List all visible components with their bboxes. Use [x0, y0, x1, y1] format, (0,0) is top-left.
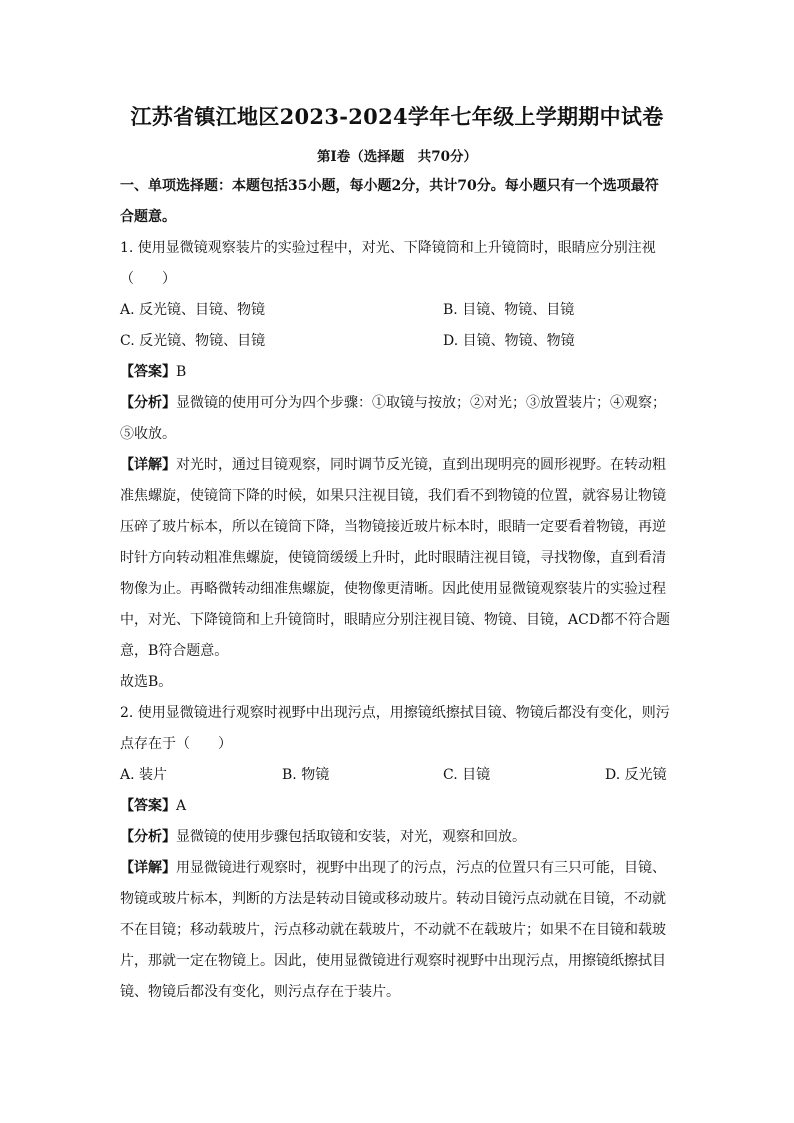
section-subtitle: 第I卷（选择题 共70分）	[316, 149, 478, 165]
q1-detail-text-1: 对光时，通过目镜观察，同时调节反光镜，直到出现明亮的圆形视野。在转动粗	[176, 457, 666, 473]
q2-stem-line-1: 2. 使用显微镜进行观察时视野中出现污点，用擦镜纸擦拭目镜、物镜后都没有变化，则污	[120, 705, 670, 721]
q1-conclusion: 故选B。	[120, 674, 173, 690]
q2-stem-line-2: 点存在于（ ）	[120, 736, 232, 752]
q2-answer	[120, 796, 672, 816]
q1-detail-line-7: 意，B符合题意。	[120, 643, 229, 659]
q1-answer	[120, 362, 672, 382]
q1-detail-tag: 【详解】	[120, 457, 176, 473]
q1-stem-line-2: （ ）	[120, 271, 176, 287]
page-title: 江苏省镇江地区2023-2024学年七年级上学期期中试卷	[130, 104, 664, 129]
q1-stem-line-1: 1. 使用显微镜观察装片的实验过程中，对光、下降镜筒和上升镜筒时，眼睛应分别注视	[120, 240, 656, 256]
q2-detail-line-1	[120, 858, 672, 878]
q2-detail-line-3: 不在目镜；移动载玻片，污点移动就在载玻片，不动就不在载玻片；如果不在目镜和载玻	[120, 922, 666, 938]
q1-option-c: C. 反光镜、物镜、目镜	[120, 333, 266, 349]
q1-option-d: D. 目镜、物镜、物镜	[443, 333, 575, 349]
q1-analysis-line-1	[120, 393, 672, 413]
q2-option-d: D. 反光镜	[605, 767, 667, 783]
q2-analysis-line-1	[120, 827, 672, 847]
section-instruction-line-1: 一、单项选择题：本题包括35小题，每小题2分，共计70分。每小题只有一个选项最符	[120, 178, 659, 194]
q2-answer-value: A	[176, 798, 187, 814]
q1-analysis-text-1: 显微镜的使用可分为四个步骤：①取镜与按放；②对光；③放置装片；④观察；	[176, 395, 666, 411]
q2-analysis-tag: 【分析】	[120, 829, 176, 845]
q2-detail-tag: 【详解】	[120, 860, 176, 876]
q1-option-b: B. 目镜、物镜、目镜	[443, 302, 575, 318]
q2-detail-line-4: 片，那就一定在物镜上。因此，使用显微镜进行观察时视野中出现污点，用擦镜纸擦拭目	[120, 953, 666, 969]
q2-detail-line-2: 物镜或玻片标本，判断的方法是转动目镜或移动玻片。转动目镜污点动就在目镜，不动就	[120, 891, 666, 907]
q1-option-a: A. 反光镜、目镜、物镜	[120, 302, 266, 318]
q2-analysis-text-1: 显微镜的使用步骤包括取镜和安装，对光，观察和回放。	[176, 829, 526, 845]
q1-detail-line-2: 准焦螺旋，使镜筒下降的时候，如果只注视目镜，我们看不到物镜的位置，就容易让物镜	[120, 488, 666, 504]
q2-detail-line-5: 镜、物镜后都没有变化，则污点存在于装片。	[120, 984, 400, 1000]
q1-analysis-tag: 【分析】	[120, 395, 176, 411]
q2-detail-text-1: 用显微镜进行观察时，视野中出现了的污点，污点的位置只有三只可能，目镜、	[176, 860, 666, 876]
q1-detail-line-4: 时针方向转动粗准焦螺旋，使镜筒缓缓上升时，此时眼睛注视目镜，寻找物像，直到看清	[120, 550, 666, 566]
q2-option-c: C. 目镜	[443, 767, 491, 783]
q1-analysis-line-2: ⑤收放。	[120, 426, 176, 442]
q2-option-b: B. 物镜	[282, 767, 330, 783]
q2-answer-tag: 【答案】	[120, 798, 176, 814]
q2-option-a: A. 装片	[120, 767, 168, 783]
q1-detail-line-5: 物像为止。再略微转动细准焦螺旋，使物像更清晰。因此使用显微镜观察装片的实验过程	[120, 581, 666, 597]
q1-detail-line-3: 压碎了玻片标本，所以在镜筒下降，当物镜接近玻片标本时，眼睛一定要看着物镜，再逆	[120, 519, 666, 535]
q1-answer-tag: 【答案】	[120, 364, 176, 380]
q1-answer-value: B	[176, 364, 187, 380]
q1-detail-line-1	[120, 455, 672, 475]
q1-detail-line-6: 中，对光、下降镜筒和上升镜筒时，眼睛应分别注视目镜、物镜、目镜，ACD都不符合题	[120, 612, 671, 628]
section-instruction-line-2: 合题意。	[120, 209, 176, 225]
